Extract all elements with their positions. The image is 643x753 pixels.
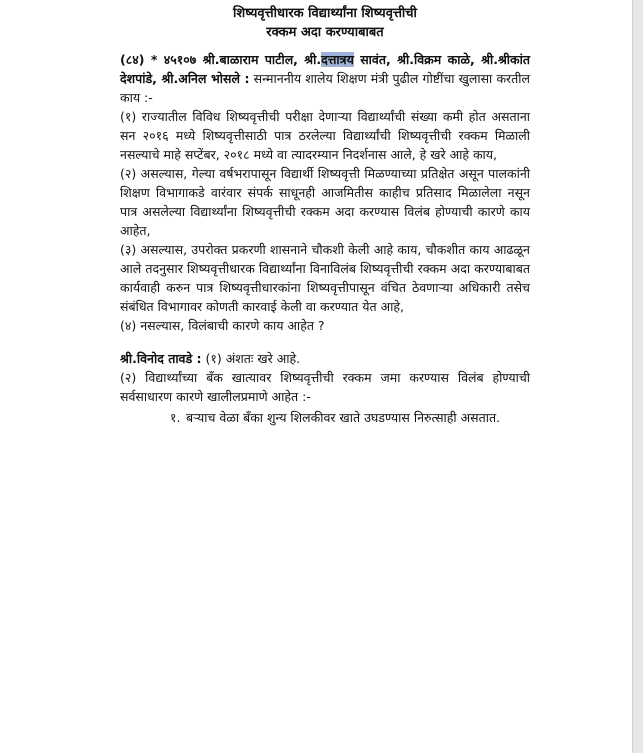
question-askers-part1: (८४) * ४५१०७ श्री.बाळाराम पाटील, श्री. bbox=[120, 52, 322, 67]
question-point-3: (३) असल्यास, उपरोक्त प्रकरणी शासनाने चौकशी केली आहे काय, चौकशीत काय आढळून आले तदनुसार शिष्यवृत्तीधारक विद्यार्थ्यांना विनाविलंब शिष्यवृत्तीची रक्कम अदा करण्याबाबत कार्यवाही करुन पात्र शिष्यवृत्तीधारकांना शिष्यवृत्तीपासून वंचित ठेवणाऱ्या अधिकारी तसेच संबंधित विभागावर कोणती कारवाई केली वा करण्यात येत आहे, bbox=[120, 242, 530, 314]
highlighted-word[interactable]: दत्तात्रय bbox=[321, 52, 354, 67]
document-page bbox=[120, 4, 530, 427]
answer-point-1-line bbox=[120, 349, 530, 368]
answer-point-1: (१) अंशतः खरे आहे. bbox=[201, 351, 301, 366]
question-intro bbox=[120, 50, 530, 107]
answer-minister-name: श्री.विनोद तावडे : bbox=[120, 351, 202, 366]
section-gap bbox=[120, 335, 530, 349]
question-point-1: (१) राज्यातील विविध शिष्यवृत्तीची परीक्षा देणाऱ्या विद्यार्थ्यांची संख्या कमी होत असताना सन २०१६ मध्ये शिष्यवृत्तीसाठी पात्र ठरलेल्या विद्यार्थ्यांची शिष्यवृत्तीची रक्कम मिळाली नसल्याचे माहे सप्टेंबर, २०१८ मध्ये वा त्यादरम्यान निदर्शनास आले, हे खरे आहे काय, bbox=[120, 109, 530, 162]
question-askers-part2: सावंत, श्री.विक्रम काळे, श्री.श्रीकांत देशपांडे, श्री.अनिल भोसले : bbox=[120, 52, 530, 86]
list-item-text: बऱ्याच वेळा बँका शुन्य शिलकीवर खाते उघडण्यास निरुत्साही असतात. bbox=[186, 410, 501, 425]
question-addressee: सन्माननीय शालेय शिक्षण मंत्री पुढील गोष्टींचा खुलासा करतील काय :- bbox=[120, 71, 530, 105]
question-point-2: (२) असल्यास, गेल्या वर्षभरापासून विद्यार्थी शिष्यवृत्ती मिळण्याच्या प्रतिक्षेत असून पालकांनी शिक्षण विभागाकडे वारंवार संपर्क साधूनही आजमितीस काहीच प्रतिसाद मिळालेला नसून पात्र असलेल्या विद्यार्थ्यांना शिष्यवृत्तीची रक्कम अदा करण्यास विलंब होण्याची कारणे काय आहेत, bbox=[120, 166, 530, 238]
answer-point-2: (२) विद्यार्थ्यांच्या बँक खात्यावर शिष्यवृत्तीची रक्कम जमा करण्यास विलंब होण्याची सर्वसाधारण कारणे खालीलप्रमाणे आहेत :- bbox=[120, 370, 530, 404]
page-edge-scrollbar[interactable] bbox=[632, 0, 643, 753]
document-title-line1: शिष्यवृत्तीधारक विद्यार्थ्यांना शिष्यवृत्तीची bbox=[233, 6, 417, 21]
document-title-line2: रक्कम अदा करण्याबाबत bbox=[266, 25, 384, 40]
question-point-4: (४) नसल्यास, विलंबाची कारणे काय आहेत ? bbox=[120, 318, 325, 333]
list-item bbox=[170, 408, 530, 427]
list-item-number: १. bbox=[170, 410, 181, 425]
